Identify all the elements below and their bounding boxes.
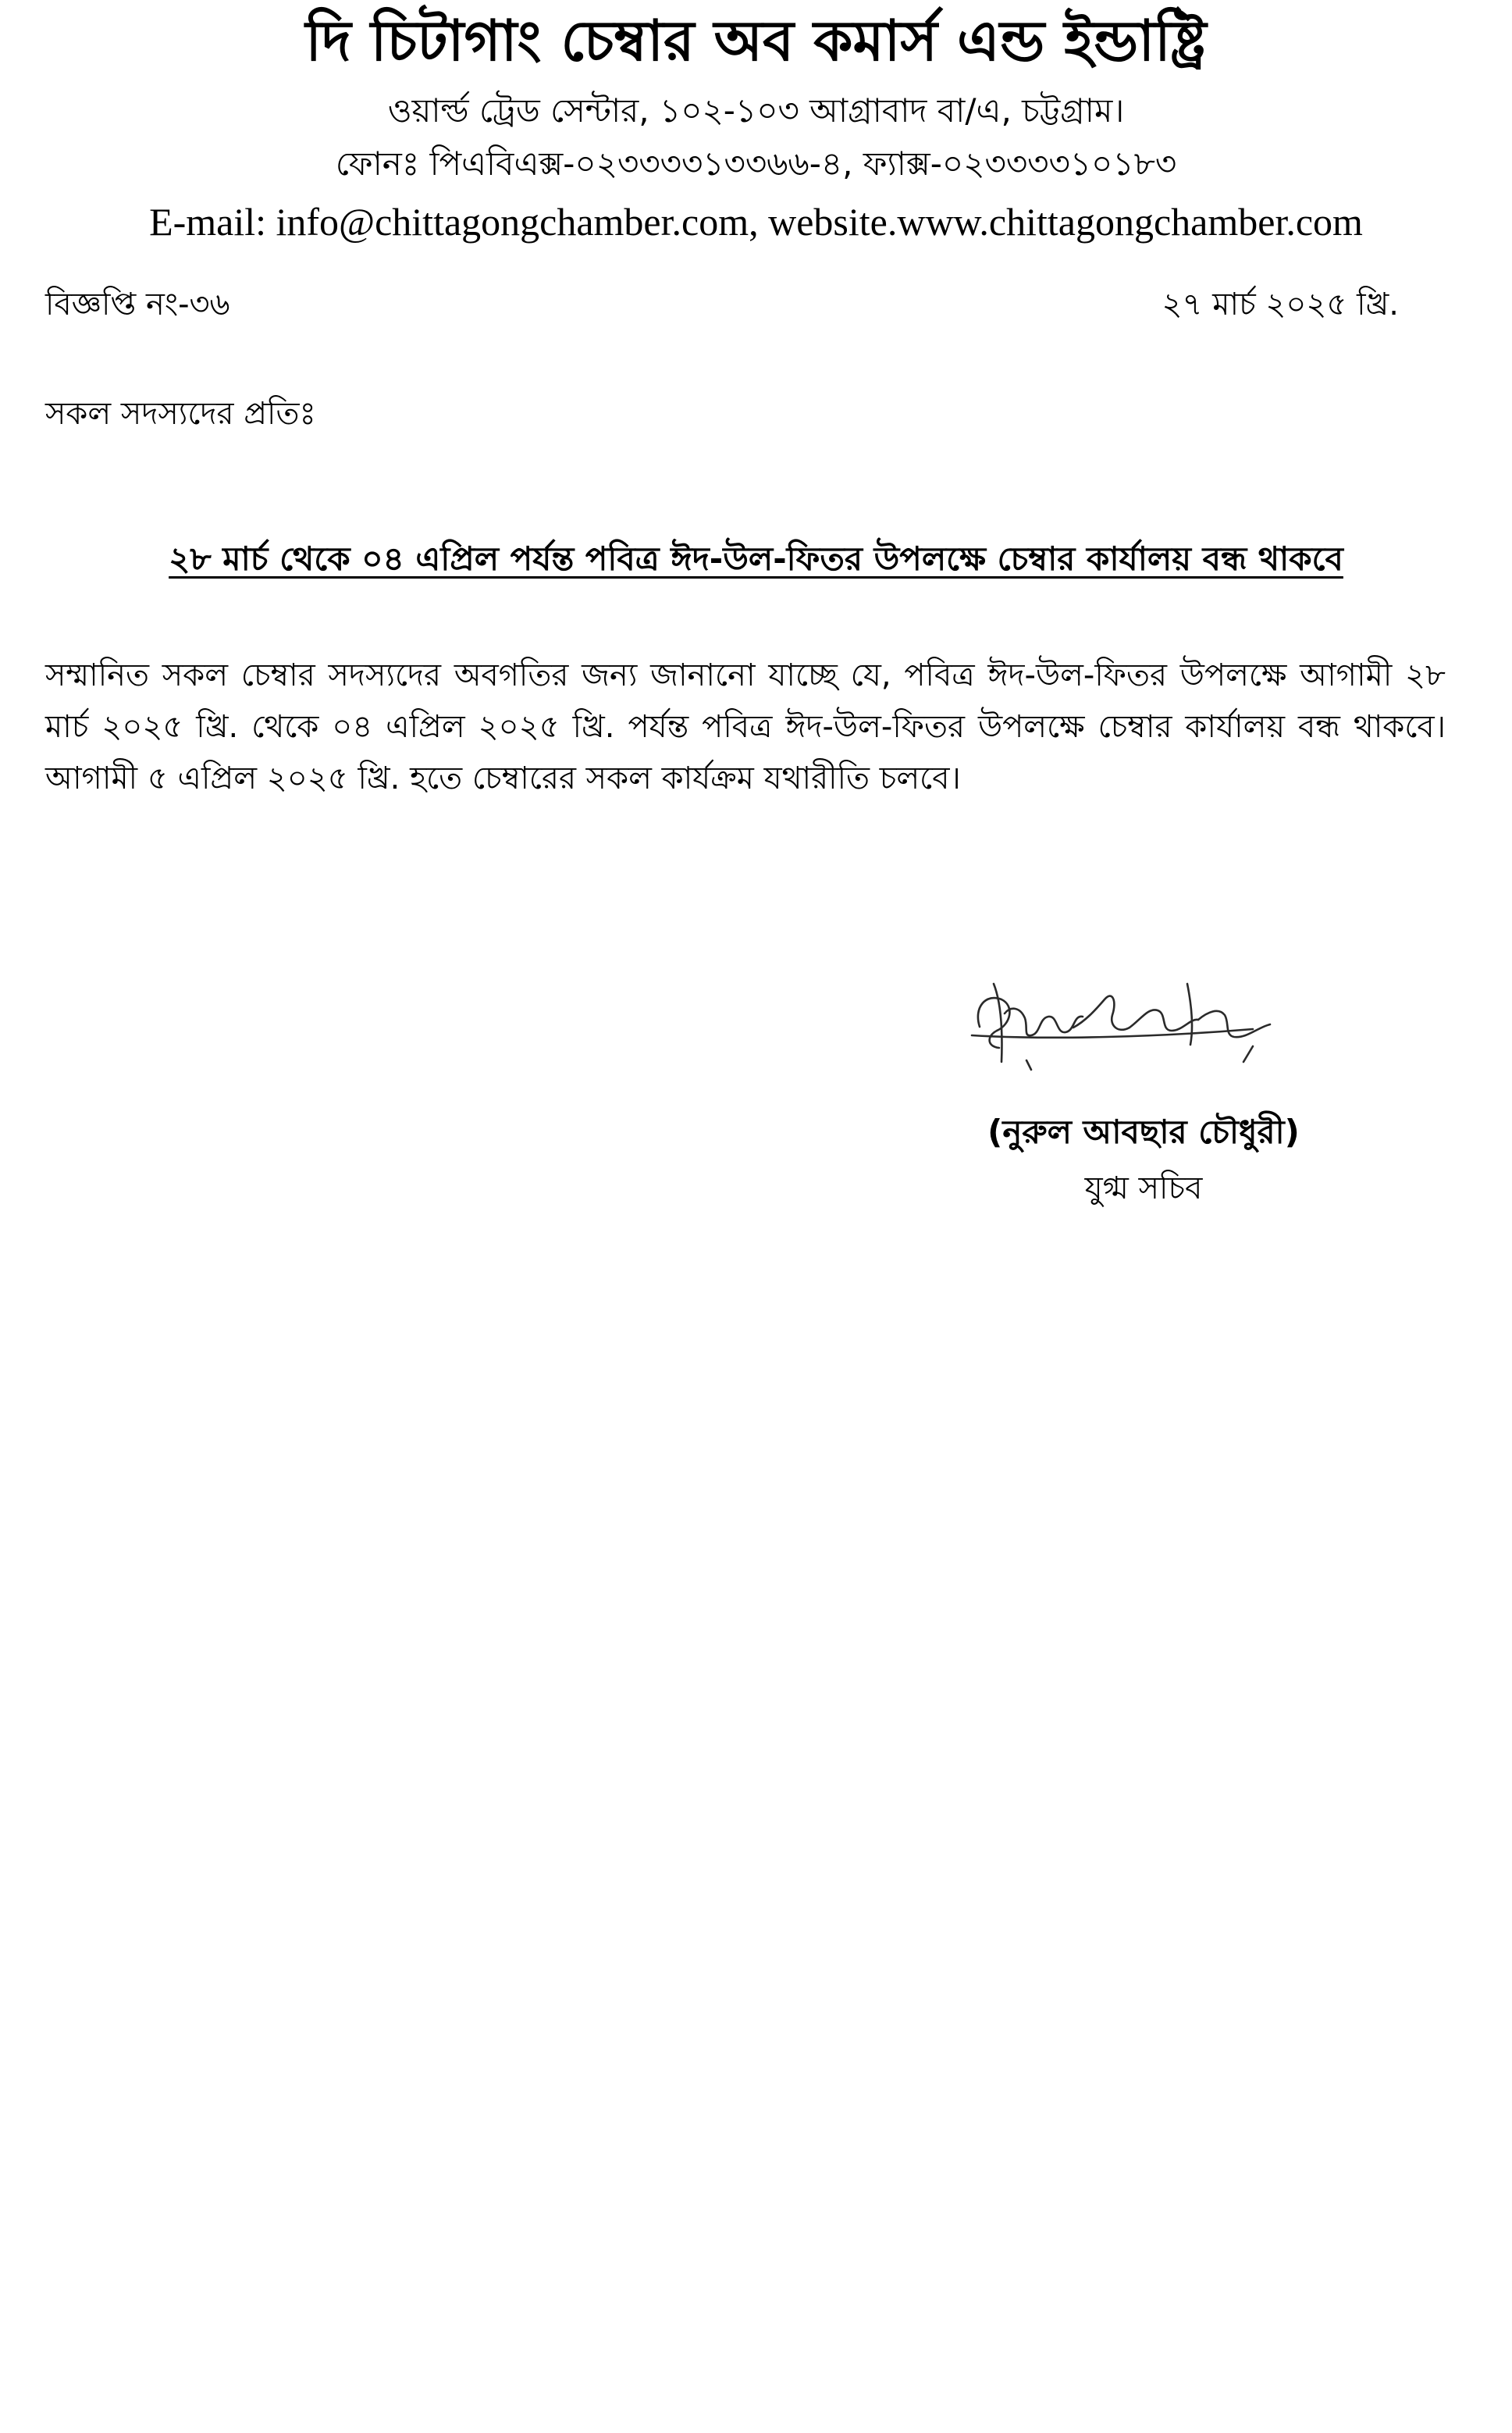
notice-subject (0, 534, 1512, 584)
signature-image (956, 953, 1284, 1093)
signatory-name: (নুরুল আবছার চৌধুরী) (987, 1113, 1300, 1151)
organization-name: দি চিটাগাং চেম্বার অব কমার্স এন্ড ইন্ডাষ্ট্রি (305, 8, 1207, 73)
organization-phone-fax: ফোনঃ পিএবিএক্স-০২৩৩৩৩১৩৩৬৬-৪, ফ্যাক্স-০২৩৩৩৩১০১৮৩ (335, 144, 1177, 183)
notice-number: বিজ্ঞপ্তি নং-৩৬ (45, 287, 230, 322)
organization-address: ওয়ার্ল্ড ট্রেড সেন্টার, ১০২-১০৩ আগ্রাবাদ বা/এ, চট্টগ্রাম। (387, 91, 1125, 130)
notice-date: ২৭ মার্চ ২০২৫ খ্রি. (1162, 287, 1399, 322)
signatory-title: যুগ্ম সচিব (1084, 1170, 1203, 1206)
notice-addressee: সকল সদস্যদের প্রতিঃ (45, 396, 316, 432)
organization-email-website: E-mail: info@chittagongchamber.com, website.www.chittagongchamber.com (149, 200, 1363, 244)
notice-subject-text: ২৮ মার্চ থেকে ০৪ এপ্রিল পর্যন্ত পবিত্র ঈদ-উল-ফিতর উপলক্ষে চেম্বার কার্যালয় বন্ধ থাকবে (169, 540, 1343, 578)
notice-body: সম্মানিত সকল চেম্বার সদস্যদের অবগতির জন্য জানানো যাচ্ছে যে, পবিত্র ঈদ-উল-ফিতর উপলক্ষে আগামী ২৮ মার্চ ২০২৫ খ্রি. থেকে ০৪ এপ্রিল ২০২৫ খ্রি. পর্যন্ত পবিত্র ঈদ-উল-ফিতর উপলক্ষে চেম্বার কার্যালয় বন্ধ থাকবে। আগামী ৫ এপ্রিল ২০২৫ খ্রি. হতে চেম্বারের সকল কার্যক্রম যথারীতি চলবে। (45, 657, 1446, 796)
